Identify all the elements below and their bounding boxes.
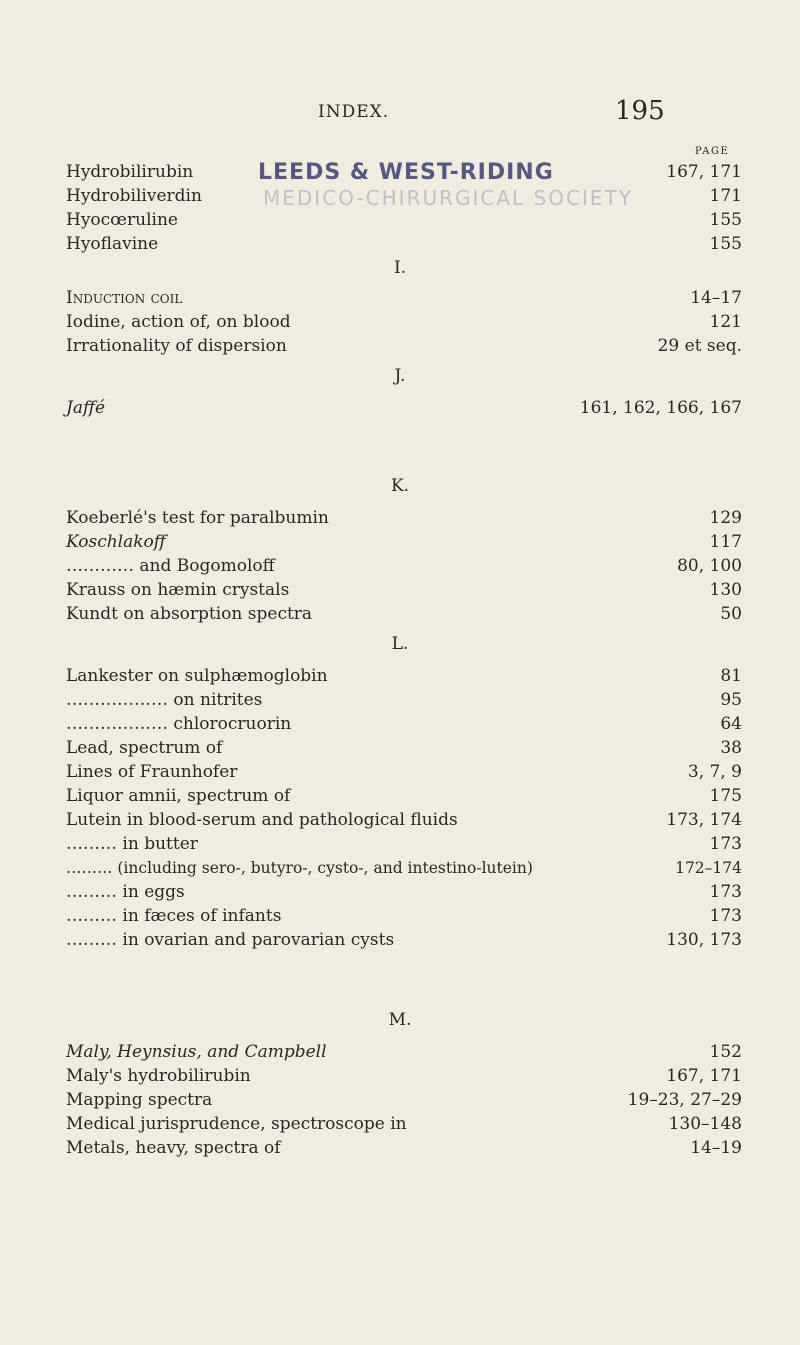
index-entry xyxy=(66,506,742,530)
index-entry xyxy=(66,286,742,310)
entry-label: ………… and Bogomoloff xyxy=(66,556,275,576)
entry-label: Maly, Heynsius, and Campbell xyxy=(66,1042,327,1062)
entry-page: 129 xyxy=(709,508,742,528)
index-entry xyxy=(66,578,742,602)
entry-label: Iodine, action of, on blood xyxy=(66,312,291,332)
index-entry xyxy=(66,1040,742,1064)
index-entry xyxy=(66,712,742,736)
running-head-title: INDEX. xyxy=(318,102,390,122)
entry-page: 64 xyxy=(720,714,742,734)
entry-page: 121 xyxy=(709,312,742,332)
entry-label: Lankester on sulphæmoglobin xyxy=(66,666,328,686)
library-stamp-line2: MEDICO-CHIRURGICAL SOCIETY xyxy=(263,186,633,210)
section-letter-j: J. xyxy=(394,366,406,386)
entry-label: Krauss on hæmin crystals xyxy=(66,580,290,600)
entry-label: Irrationality of dispersion xyxy=(66,336,287,356)
index-entry xyxy=(66,1112,742,1136)
index-entry xyxy=(66,1088,742,1112)
entry-label: Medical jurisprudence, spectroscope in xyxy=(66,1114,407,1134)
index-entry xyxy=(66,736,742,760)
section-letter-k: K. xyxy=(390,476,410,496)
index-entry xyxy=(66,396,742,420)
index-entry xyxy=(66,1136,742,1160)
entry-page: 172–174 xyxy=(675,859,742,877)
entry-page: 95 xyxy=(720,690,742,710)
entry-page: 81 xyxy=(720,666,742,686)
index-entry xyxy=(66,232,742,256)
index-entry xyxy=(66,554,742,578)
entry-label: ……… in butter xyxy=(66,834,198,854)
index-entry xyxy=(66,856,742,880)
entry-label: Maly's hydrobilirubin xyxy=(66,1066,251,1086)
index-entry xyxy=(66,160,742,184)
entry-page: 171 xyxy=(709,186,742,206)
entry-label: Lutein in blood-serum and pathological fluids xyxy=(66,810,458,830)
index-entry xyxy=(66,880,742,904)
index-entry xyxy=(66,310,742,334)
entry-label: Hyocœruline xyxy=(66,210,178,230)
entry-label: ……… in ovarian and parovarian cysts xyxy=(66,930,395,950)
entry-label: Lines of Fraunhofer xyxy=(66,762,238,782)
entry-label: Kundt on absorption spectra xyxy=(66,604,313,624)
entry-label: ……… in eggs xyxy=(66,882,185,902)
entry-label: Induction coil xyxy=(66,288,183,308)
index-entry xyxy=(66,760,742,784)
entry-label: Koeberlé's test for paralbumin xyxy=(66,508,329,528)
entry-page: 14–17 xyxy=(690,288,742,308)
entry-label: Jaffé xyxy=(66,398,106,418)
index-entry xyxy=(66,664,742,688)
entry-page: 14–19 xyxy=(690,1138,742,1158)
index-entry xyxy=(66,184,742,208)
page-number: 195 xyxy=(615,96,665,126)
entry-label: Lead, spectrum of xyxy=(66,738,223,758)
entry-page: 155 xyxy=(709,234,742,254)
entry-page: 175 xyxy=(709,786,742,806)
page-column-label: PAGE xyxy=(695,146,730,157)
entry-page: 161, 162, 166, 167 xyxy=(579,398,742,418)
section-letter-i: I. xyxy=(393,258,407,278)
entry-label: ……… in fæces of infants xyxy=(66,906,282,926)
index-entry xyxy=(66,808,742,832)
library-stamp-line1: LEEDS & WEST-RIDING xyxy=(258,160,554,185)
entry-label: Mapping spectra xyxy=(66,1090,213,1110)
entry-page: 155 xyxy=(709,210,742,230)
index-entry xyxy=(66,1064,742,1088)
entry-page: 152 xyxy=(709,1042,742,1062)
entry-page: 50 xyxy=(720,604,742,624)
index-entry xyxy=(66,928,742,952)
entry-label: Hyoflavine xyxy=(66,234,159,254)
entry-page: 3, 7, 9 xyxy=(687,762,742,782)
entry-page: 173, 174 xyxy=(666,810,742,830)
index-entry xyxy=(66,334,742,358)
index-entry xyxy=(66,208,742,232)
entry-page: 117 xyxy=(709,532,742,552)
entry-label: Koschlakoff xyxy=(66,532,166,552)
entry-page: 167, 171 xyxy=(666,1066,742,1086)
index-entry xyxy=(66,602,742,626)
section-letter-l: L. xyxy=(391,634,409,654)
entry-label: ……… (including sero-, butyro-, cysto-, and intestino-lutein) xyxy=(66,859,533,877)
entry-page: 167, 171 xyxy=(666,162,742,182)
index-entry xyxy=(66,530,742,554)
entry-page: 173 xyxy=(709,906,742,926)
index-entry xyxy=(66,688,742,712)
entry-page: 80, 100 xyxy=(677,556,742,576)
index-entry xyxy=(66,832,742,856)
index-entry xyxy=(66,904,742,928)
entry-page: 173 xyxy=(709,882,742,902)
entry-page: 19–23, 27–29 xyxy=(627,1090,742,1110)
entry-label: ……………… on nitrites xyxy=(66,690,263,710)
entry-page: 130–148 xyxy=(668,1114,742,1134)
entry-page: 130 xyxy=(709,580,742,600)
index-entry xyxy=(66,784,742,808)
entry-label: Liquor amnii, spectrum of xyxy=(66,786,291,806)
entry-page: 130, 173 xyxy=(666,930,742,950)
entry-page: 29 et seq. xyxy=(657,336,742,356)
section-letter-m: M. xyxy=(388,1010,412,1030)
entry-label: Hydrobiliverdin xyxy=(66,186,202,206)
entry-label: Metals, heavy, spectra of xyxy=(66,1138,281,1158)
entry-label: ……………… chlorocruorin xyxy=(66,714,292,734)
entry-page: 38 xyxy=(720,738,742,758)
entry-label: Hydrobilirubin xyxy=(66,162,194,182)
entry-page: 173 xyxy=(709,834,742,854)
